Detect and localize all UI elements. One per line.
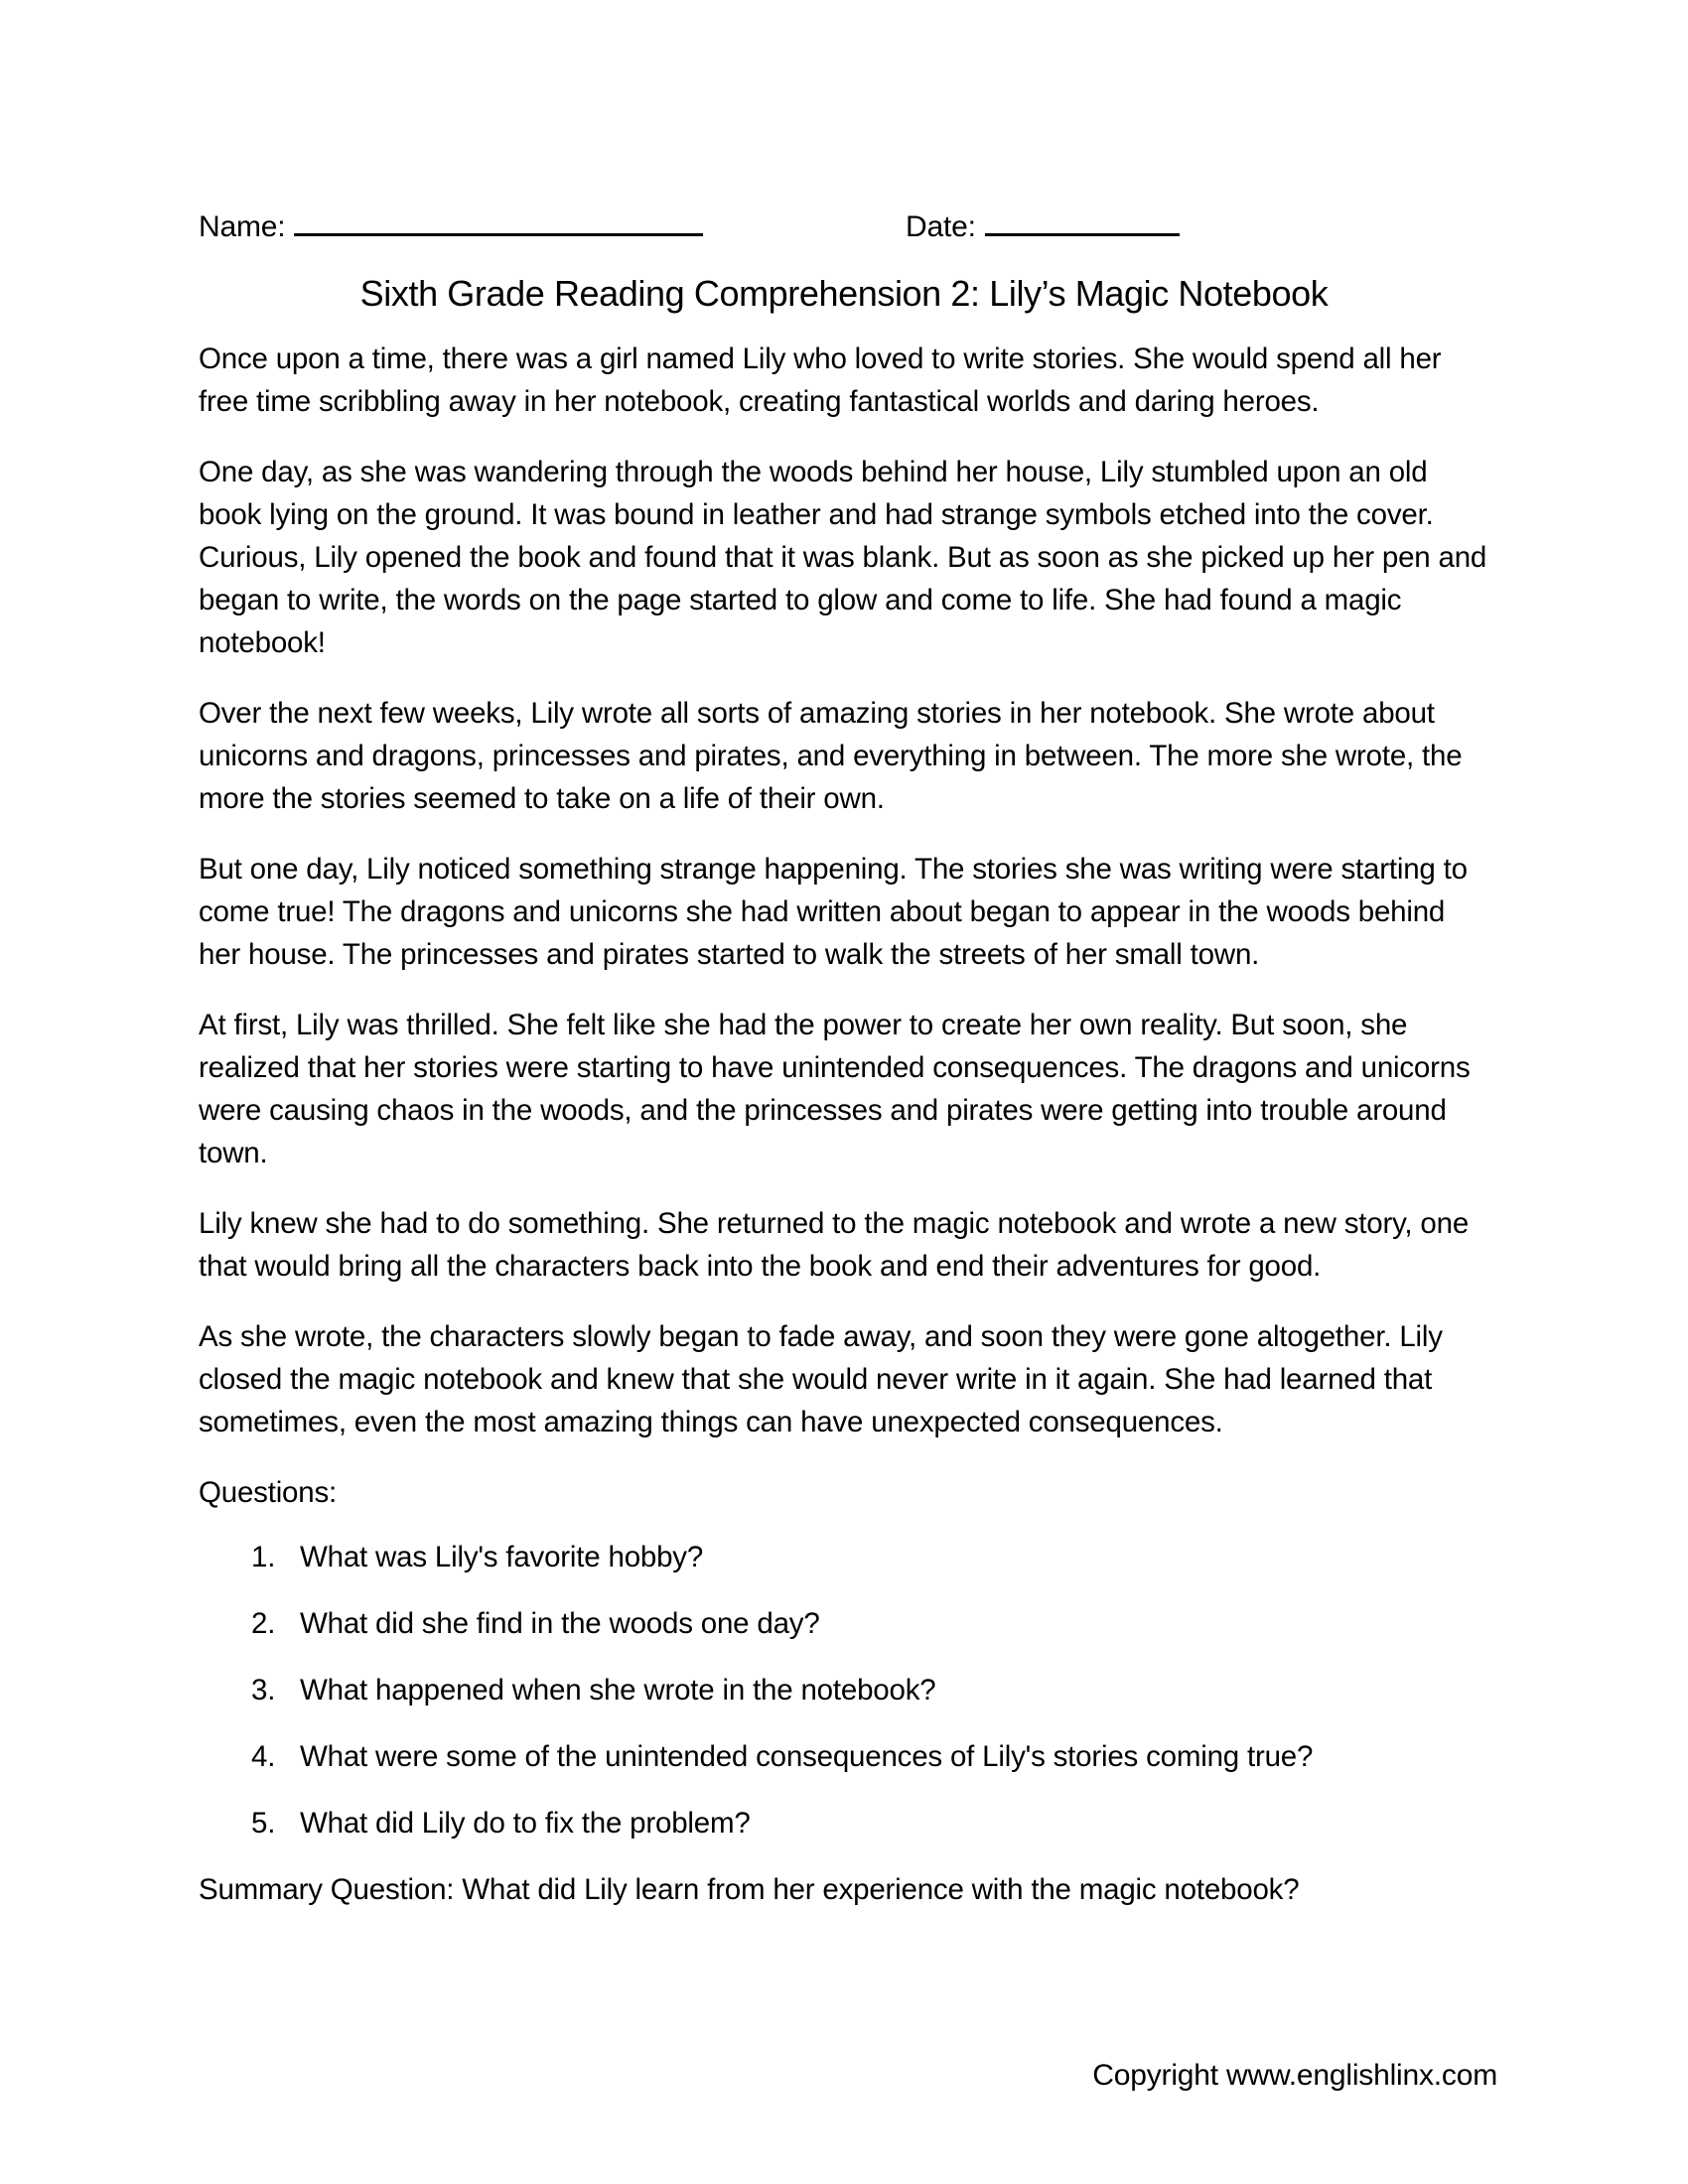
question-number: 5. <box>251 1807 276 1840</box>
question-item <box>199 1802 1489 1844</box>
page-title: Sixth Grade Reading Comprehension 2: Lily’s Magic Notebook <box>359 273 1329 314</box>
questions-heading: Questions: <box>199 1476 338 1509</box>
question-item <box>199 1536 1489 1578</box>
summary-question: Summary Question: What did Lily learn from her experience with the magic notebook? <box>199 1873 1300 1906</box>
story-paragraph: Lily knew she had to do something. She returned to the magic notebook and wrote a new story, one that would bring all the characters back into the book and end their adventures for good. <box>199 1207 1470 1283</box>
question-item <box>199 1602 1489 1645</box>
question-number: 3. <box>251 1674 276 1706</box>
name-blank-line <box>294 206 703 236</box>
name-label: Name: <box>199 210 286 243</box>
question-number: 1. <box>251 1541 276 1573</box>
story-paragraph: But one day, Lily noticed something strange happening. The stories she was writing were starting to come true! The dragons and unicorns she had written about began to appear in the woods behind her house. The princesses and pirates started to walk the streets of her small town. <box>199 853 1468 971</box>
worksheet-content <box>199 0 1489 1911</box>
story-paragraph: At first, Lily was thrilled. She felt like she had the power to create her own reality. But soon, she realized that her stories were starting to have unintended consequences. The dragons and unicorns were causing chaos in the woods, and the princesses and pirates were getting into trouble around town. <box>199 1009 1471 1169</box>
date-blank-line <box>985 206 1180 236</box>
date-field-group <box>906 205 1180 248</box>
question-number: 2. <box>251 1607 276 1640</box>
copyright-footer: Copyright www.englishlinx.com <box>1092 2059 1497 2092</box>
story-paragraph: One day, as she was wandering through the woods behind her house, Lily stumbled upon an old book lying on the ground. It was bound in leather and had strange symbols etched into the cover. Curious, Lily opened the book and found that it was blank. But as soon as she picked up her pen and began to write, the words on the page started to glow and come to life. She had found a magic notebook! <box>199 456 1487 659</box>
header-row <box>199 205 1489 248</box>
story-body <box>199 338 1489 1443</box>
question-text: What did Lily do to fix the problem? <box>300 1807 751 1840</box>
question-item <box>199 1669 1489 1711</box>
question-text: What were some of the unintended consequences of Lily's stories coming true? <box>300 1740 1314 1773</box>
question-number: 4. <box>251 1740 276 1773</box>
story-paragraph: Once upon a time, there was a girl named Lily who loved to write stories. She would spend all her free time scribbling away in her notebook, creating fantastical worlds and daring heroes. <box>199 342 1442 418</box>
name-field-group <box>199 205 703 248</box>
date-label: Date: <box>906 210 976 243</box>
question-text: What was Lily's favorite hobby? <box>300 1541 704 1573</box>
question-item <box>199 1735 1489 1778</box>
question-text: What happened when she wrote in the notebook? <box>300 1674 936 1706</box>
story-paragraph: Over the next few weeks, Lily wrote all sorts of amazing stories in her notebook. She wrote about unicorns and dragons, princesses and pirates, and everything in between. The more she wrote, the more the stories seemed to take on a life of their own. <box>199 697 1463 815</box>
story-paragraph: As she wrote, the characters slowly began to fade away, and soon they were gone altogether. Lily closed the magic notebook and knew that she would never write in it again. She had learned that sometimes, even the most amazing things can have unexpected consequences. <box>199 1320 1443 1438</box>
questions-list <box>199 1536 1489 1844</box>
question-text: What did she find in the woods one day? <box>300 1607 820 1640</box>
